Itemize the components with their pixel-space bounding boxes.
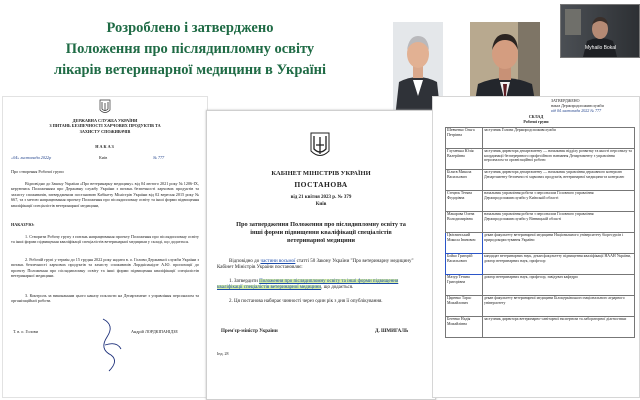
resolution-point-text: , що додається. [321, 285, 354, 291]
slide-title [5, 18, 375, 81]
resolution-point-text: 1. Затвердити [229, 279, 260, 284]
order-point-2: 2. Робочій групі у термін до 15 грудня 2022 року надати в. о. Голови Державної служби України з питань безпечності харчових продуктів та захисту споживачів Лордкіпанідзе А.Ю. пропозиції до проекту Положення про післядипломну освіту та інші форми підвищення кваліфікації спеціалістів ветеринарної медицини. [11, 257, 199, 279]
table-row [446, 149, 635, 170]
trident-emblem-icon [99, 99, 111, 115]
resolution-city: Київ [315, 202, 327, 207]
approved-label: ЗАТВЕРДЖЕНО [551, 98, 580, 103]
member-name: Глухенька Юлія Валеріївна [446, 149, 483, 170]
member-role: декан факультету ветеринарної медицини Білоцерківського національного аграрного університету [483, 296, 635, 317]
table-row [446, 212, 635, 233]
member-name: Царенко Тарас Михайлович [446, 296, 483, 317]
member-name: Біляєв Микола Васильович [446, 170, 483, 191]
resolution-title-line: інші форми підвищення кваліфікації спеціалістів [250, 229, 392, 236]
order-number: № 777 [153, 155, 165, 160]
slide-title-line: лікарів ветеринарної медицини в Україні [53, 62, 327, 78]
member-role: заступник Голови Держпродспоживслужби [483, 128, 635, 149]
webcam-thumbnail[interactable] [560, 4, 640, 58]
resolution-index-number: Інд. 28 [217, 351, 229, 356]
composition-subtitle: Робочої групи [523, 119, 549, 124]
resolution-intro-text: статті 50 Закону України "Про ветеринарну медицину" Кабінет Міністрів України постановляє: [217, 259, 414, 271]
approved-date: від 04 листопада 2022 № 777 [551, 108, 602, 113]
table-row [446, 191, 635, 212]
resolution-title-line: ветеринарної медицини [287, 237, 355, 244]
resolution-sign-role: Прем'єр-міністр України [221, 329, 278, 334]
table-row [446, 296, 635, 317]
resolution-intro [217, 259, 425, 272]
table-row [446, 170, 635, 191]
member-role: доктор ветеринарних наук, професор, завідувач кафедри [483, 275, 635, 296]
resolution-cabinet: КАБІНЕТ МІНІСТРІВ УКРАЇНИ [271, 170, 371, 177]
approved-by: наказ Держпродспоживслужби [551, 103, 604, 108]
table-row [446, 254, 635, 275]
member-role: заступник директора департаменту — начальник відділу розвитку та якості персоналу та координації безперервного професійного навчання Департаменту з управління персоналом та організаційної роботи [483, 149, 635, 170]
table-row [446, 275, 635, 296]
webcam-participant-name: Myhailo Bokal [585, 45, 617, 51]
order-date: «04» листопада 2022р [11, 155, 52, 160]
resolution-document [206, 110, 436, 400]
order-agency-line: ДЕРЖАВНА СЛУЖБА УКРАЇНИ [72, 118, 138, 123]
member-name-highlighted: Бойко Григорій Васильович [446, 254, 483, 275]
member-name: Макарова Олена Володимирівна [446, 212, 483, 233]
member-name-highlighted: Цвітлинський Микола Іванович [446, 233, 483, 254]
member-role: заступник директора ветеринарно-санітарної експертизи та лабораторної діагностики [483, 317, 635, 338]
member-role: заступник директора департаменту — начальник управління державного контролю Департаменту безпечності харчових продуктів, ветеринарної медицини та контролю [483, 170, 635, 191]
table-row [446, 317, 635, 338]
resolution-intro-text: Відповідно до [229, 259, 261, 264]
trident-emblem-icon [309, 131, 331, 161]
member-role: начальник управління роботи з персоналом Головного управління Держпродспоживслужби у Вінницькій області [483, 212, 635, 233]
resolution-point-2: 2. Ця постанова набирає чинності через один рік з дня її опублікування. [229, 299, 383, 304]
resolution-doc-type: ПОСТАНОВА [294, 180, 348, 189]
working-group-table [445, 127, 635, 338]
order-subject: Про створення Робочої групи [11, 169, 64, 174]
slide-title-line: Розроблено і затверджено [106, 20, 274, 36]
order-document [2, 96, 208, 398]
member-role: декан факультету ветеринарної медицини Національного університету біоресурсів і природокористування України [483, 233, 635, 254]
resolution-title-line: Про затвердження Положення про післядипломну освіту та [236, 221, 406, 228]
order-agency-line: ЗАХИСТУ СПОЖИВАЧІВ [79, 128, 131, 134]
regulation-link[interactable]: Положення про післядипломну освіту та інші форми підвищення кваліфікації спеціалістів ветеринарної медицини [217, 279, 399, 291]
resolution-title [207, 221, 435, 245]
table-row [446, 233, 635, 254]
order-body: Відповідно до Закону України «Про ветеринарну медицину» від 04 лютого 2021 року № 1206-IX, керуючись Положенням про Державну службу України з питань безпечності харчових продуктів та захисту споживачів, затвердженим постановою Кабінету Міністрів України від 02 вересня 2015 року № 667, та з метою напрацювання проекту Положення про післядипломну освіту та інші форми підвищення кваліфікації спеціалістів ветеринарної медицини, [11, 181, 199, 208]
order-agency-line: З ПИТАНЬ БЕЗПЕЧНОСТІ ХАРЧОВИХ ПРОДУКТІВ ТА [49, 123, 161, 129]
order-city: Київ [99, 155, 108, 160]
order-command-word: НАКАЗУЮ: [11, 222, 35, 227]
order-doc-type: НАКАЗ [95, 144, 115, 149]
resolution-date-line: від 21 квітня 2023 р. № 379 [290, 195, 352, 200]
order-point-3: 3. Контроль за виконанням цього наказу покласти на Департамент з управління персоналом та організаційної роботи. [11, 293, 199, 304]
order-point-1: 1. Створити Робочу групу з питань напрацювання проекту Положення про післядипломну освіту та інші форми підвищення кваліфікації спеціалістів ветеринарної медицини у складі, що додається. [11, 234, 199, 245]
order-agency [3, 118, 207, 134]
composition-title: СКЛАД [528, 114, 544, 119]
resolution-sign-name: Д. ШМИГАЛЬ [375, 329, 409, 334]
table-row [446, 128, 635, 149]
order-signer-name: Андрій ЛОРДКІПАНІДЗЕ [131, 329, 178, 334]
order-signer-role: Т. в. о. Голови [13, 329, 38, 334]
working-group-document [432, 96, 640, 398]
member-name: Мазур Тетяна Григорівна [446, 275, 483, 296]
member-name: Шевченко Ольга Петрівна [446, 128, 483, 149]
handwritten-signature-icon [95, 315, 125, 375]
law-article-link[interactable]: частини восьмої [260, 259, 296, 264]
member-role: начальник управління роботи з персоналом Головного управління Держпродспоживслужби у Київській області [483, 191, 635, 212]
member-name: Стецюк Тетяна Федорівна [446, 191, 483, 212]
resolution-point-1 [217, 279, 425, 292]
member-role: кандидат ветеринарних наук, декан факультету підвищення кваліфікації НААН України, доктор ветеринарних наук, професор [483, 254, 635, 275]
member-name: Бегенко Надія Михайлівна [446, 317, 483, 338]
slide-title-line: Положення про післядипломну освіту [65, 41, 315, 57]
